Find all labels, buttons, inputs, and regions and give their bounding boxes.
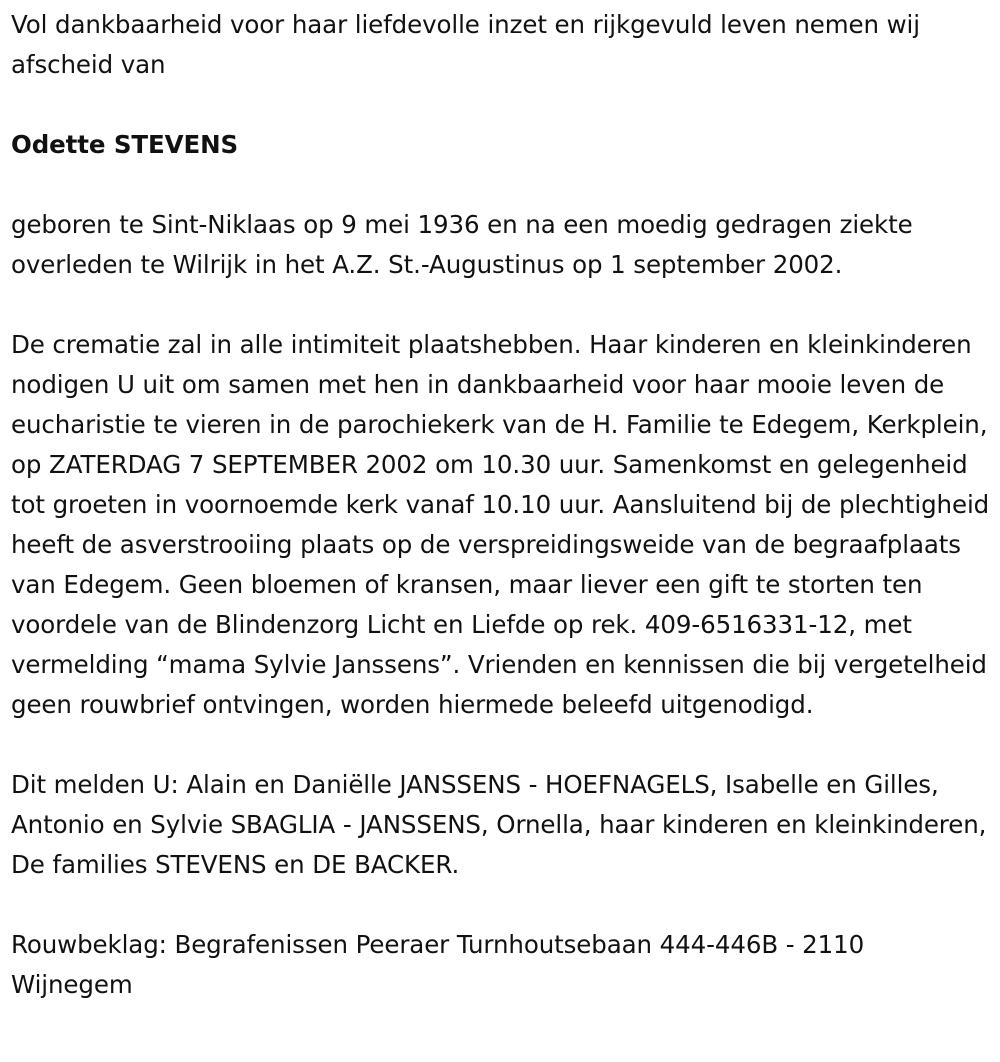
deceased-name: Odette STEVENS [11,130,239,159]
intro-paragraph: Vol dankbaarheid voor haar liefdevolle inzet en rijkgevuld leven nemen wij afscheid van [11,10,920,79]
funeral-notice [11,5,991,1005]
ceremony-paragraph: De crematie zal in alle intimiteit plaatshebben. Haar kinderen en kleinkinderen nodigen U uit om samen met hen in dankbaarheid voor haar mooie leven de eucharistie te vieren in de parochiekerk van de H. Familie te Edegem, Kerkplein, op ZATERDAG 7 SEPTEMBER 2002 om 10.30 uur. Samenkomst en gelegenheid tot groeten in voornoemde kerk vanaf 10.10 uur. Aansluitend bij de plechtigheid heeft de asverstrooiing plaats op de verspreidingsweide van de begraafplaats van Edegem. Geen bloemen of kransen, maar liever een gift te storten ten voordele van de Blindenzorg Licht en Liefde op rek. 409-6516331-12, met vermelding “mama Sylvie Janssens”. Vrienden en kennissen die bij vergetelheid geen rouwbrief ontvingen, worden hiermede beleefd uitgenodigd. [11,330,990,719]
family-paragraph: Dit melden U: Alain en Daniëlle JANSSENS - HOEFNAGELS, Isabelle en Gilles, Antonio en Sylvie SBAGLIA - JANSSENS, Ornella, haar kinderen en kleinkinderen, De families STEVENS en DE BACKER. [11,770,987,879]
condolences-paragraph: Rouwbeklag: Begrafenissen Peeraer Turnhoutsebaan 444-446B - 2110 Wijnegem [11,930,865,999]
birth-death-paragraph: geboren te Sint-Niklaas op 9 mei 1936 en na een moedig gedragen ziekte overleden te Wilrijk in het A.Z. St.-Augustinus op 1 september 2002. [11,210,913,279]
